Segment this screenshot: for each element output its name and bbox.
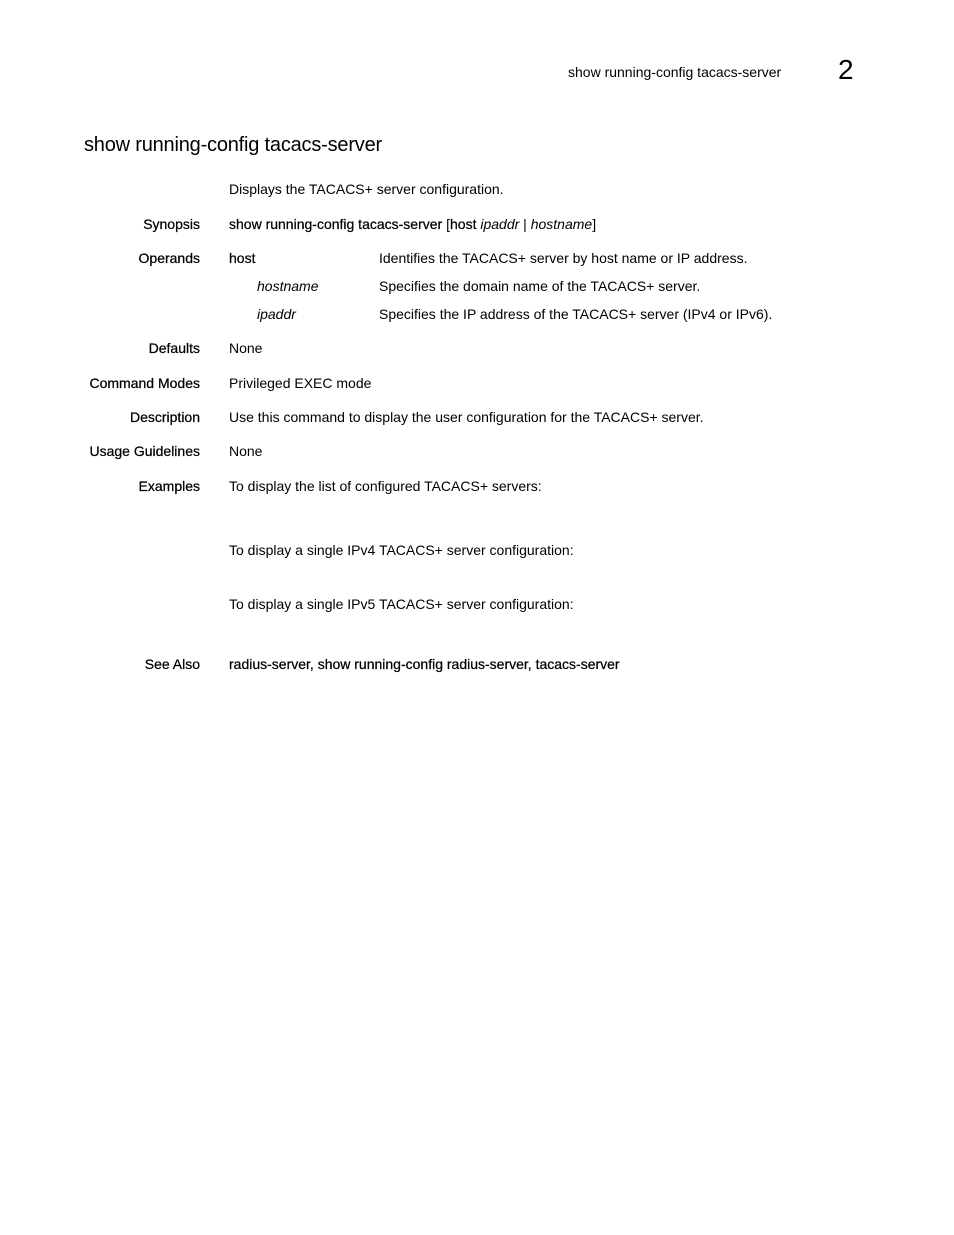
description-value: Use this command to display the user configuration for the TACACS+ server. — [229, 409, 704, 425]
usage-guidelines-label: Usage Guidelines — [89, 443, 200, 459]
operand-desc-ipaddr: Specifies the IP address of the TACACS+ server (IPv4 or IPv6). — [379, 306, 773, 322]
example-text-1: To display the list of configured TACACS+ servers: — [229, 478, 542, 494]
see-also-label: See Also — [144, 656, 200, 672]
synopsis-label: Synopsis — [143, 216, 200, 232]
operand-desc-host: Identifies the TACACS+ server by host name or IP address. — [379, 250, 748, 266]
synopsis-separator: | — [523, 216, 527, 232]
command-modes-value: Privileged EXEC mode — [229, 375, 372, 391]
synopsis-arg-hostname: hostname — [530, 216, 593, 232]
example-text-3: To display a single IPv5 TACACS+ server configuration: — [229, 596, 574, 612]
operand-term-ipaddr: ipaddr — [257, 306, 296, 322]
synopsis-syntax — [229, 215, 596, 233]
synopsis-command: show running-config tacacs-server — [229, 216, 443, 232]
command-modes-label: Command Modes — [89, 375, 200, 391]
operand-term-hostname: hostname — [257, 278, 319, 294]
operand-desc-hostname: Specifies the domain name of the TACACS+ server. — [379, 278, 701, 294]
see-also-links[interactable]: radius-server, show running-config radius-server, tacacs-server — [229, 656, 620, 672]
page-title: show running-config tacacs-server — [84, 134, 382, 156]
synopsis-bracket-close: ] — [592, 216, 597, 232]
operand-term-host: host — [229, 250, 256, 266]
command-summary: Displays the TACACS+ server configuration. — [229, 181, 504, 197]
example-text-2: To display a single IPv4 TACACS+ server configuration: — [229, 542, 574, 558]
defaults-value: None — [229, 340, 263, 356]
description-label: Description — [129, 409, 200, 425]
synopsis-bracket-open: [ — [446, 216, 450, 232]
chapter-number: 2 — [838, 54, 854, 85]
examples-label: Examples — [138, 478, 200, 494]
usage-guidelines-value: None — [229, 443, 263, 459]
synopsis-arg-ipaddr: ipaddr — [480, 216, 520, 232]
defaults-label: Defaults — [148, 340, 200, 356]
operands-label: Operands — [138, 250, 200, 266]
running-header: show running-config tacacs-server — [568, 64, 782, 80]
synopsis-keyword: host — [450, 216, 477, 232]
